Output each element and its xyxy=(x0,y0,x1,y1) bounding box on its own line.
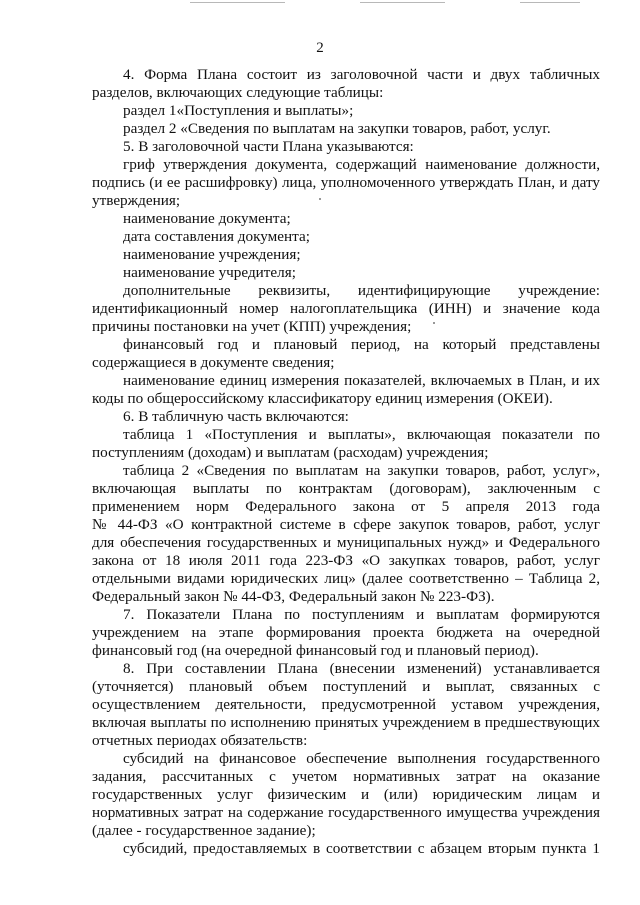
scan-edge-mark xyxy=(360,2,445,3)
text-line: таблица 1 «Поступления и выплаты», включающая показатели по xyxy=(123,426,600,443)
text-line: финансовый год (на очередной финансовый год и плановый период). xyxy=(92,642,539,659)
text-line: коды по общероссийскому классификатору единиц измерения (ОКЕИ). xyxy=(92,390,553,407)
text-line: Федеральный закон № 44-ФЗ, Федеральный закон № 223-ФЗ). xyxy=(92,588,495,605)
text-line: учреждением на этапе формирования проекта бюджета на очередной xyxy=(92,624,600,641)
text-line: (уточняется) плановый объем поступлений и выплат, связанных с xyxy=(92,678,600,695)
text-line: № 44-ФЗ «О контрактной системе в сфере закупок товаров, работ, услуг xyxy=(92,516,600,533)
text-line: раздел 2 «Сведения по выплатам на закупки товаров, работ, услуг. xyxy=(123,120,551,137)
scan-edge-mark xyxy=(190,2,285,3)
text-line: 5. В заголовочной части Плана указываются: xyxy=(123,138,414,155)
text-line: отдельными видами юридических лиц» (далее соответственно – Таблица 2, xyxy=(92,570,600,587)
text-line: финансовый год и плановый период, на который представлены xyxy=(123,336,600,353)
text-line: (далее - государственное задание); xyxy=(92,822,316,839)
text-line: 4. Форма Плана состоит из заголовочной части и двух табличных xyxy=(123,66,600,83)
text-line: раздел 1«Поступления и выплаты»; xyxy=(123,102,354,119)
text-line: дата составления документа; xyxy=(123,228,310,245)
text-line: содержащиеся в документе сведения; xyxy=(92,354,335,371)
text-line: 6. В табличную часть включаются: xyxy=(123,408,349,425)
text-line: причины постановки на учет (КПП) учреждения; xyxy=(92,318,412,335)
text-line: государственных услуг физическим и (или) юридическим лицам и xyxy=(92,786,600,803)
text-line: поступлениям (доходам) и выплатам (расходам) учреждения; xyxy=(92,444,489,461)
text-line: закона от 18 июля 2011 года 223-ФЗ «О закупках товаров, работ, услуг xyxy=(92,552,600,569)
text-line: наименование учреждения; xyxy=(123,246,301,263)
text-line: для обеспечения государственных и муниципальных нужд» и Федерального xyxy=(92,534,600,551)
text-line: идентификационный номер налогоплательщика (ИНН) и значение кода xyxy=(92,300,600,317)
scan-speck xyxy=(433,322,435,324)
scan-edge-mark xyxy=(520,2,580,3)
text-line: субсидий, предоставляемых в соответствии с абзацем вторым пункта 1 xyxy=(123,840,600,857)
text-line: утверждения; xyxy=(92,192,181,209)
text-line: подпись (и ее расшифровку) лица, уполномоченного утверждать План, и дату xyxy=(92,174,600,191)
text-line: 8. При составлении Плана (внесении изменений) устанавливается xyxy=(123,660,600,677)
text-line: дополнительные реквизиты, идентифицирующие учреждение: xyxy=(123,282,600,299)
text-line: наименование учредителя; xyxy=(123,264,296,281)
text-line: таблица 2 «Сведения по выплатам на закупки товаров, работ, услуг», xyxy=(123,462,600,479)
text-line: наименование единиц измерения показателей, включаемых в План, и их xyxy=(123,372,600,389)
text-line: задания, рассчитанных с учетом нормативных затрат на оказание xyxy=(92,768,600,785)
text-line: 7. Показатели Плана по поступлениям и выплатам формируются xyxy=(123,606,600,623)
text-line: включая выплаты по исполнению принятых учреждением в предшествующих xyxy=(92,714,600,731)
text-line: применением норм Федерального закона от 5 апреля 2013 года xyxy=(92,498,600,515)
text-line: нормативных затрат на содержание государственного имущества учреждения xyxy=(92,804,600,821)
text-line: разделов, включающих следующие таблицы: xyxy=(92,84,384,101)
text-line: наименование документа; xyxy=(123,210,291,227)
text-line: гриф утверждения документа, содержащий наименование должности, xyxy=(123,156,600,173)
text-line: субсидий на финансовое обеспечение выполнения государственного xyxy=(123,750,600,767)
text-line: осуществлением деятельности, предусмотренной уставом учреждения, xyxy=(92,696,600,713)
text-line: отчетных периодах обязательств: xyxy=(92,732,308,749)
scan-speck xyxy=(319,198,321,200)
page-number: 2 xyxy=(316,40,324,56)
text-line: включающая выплаты по контрактам (договорам), заключенным с xyxy=(92,480,600,497)
